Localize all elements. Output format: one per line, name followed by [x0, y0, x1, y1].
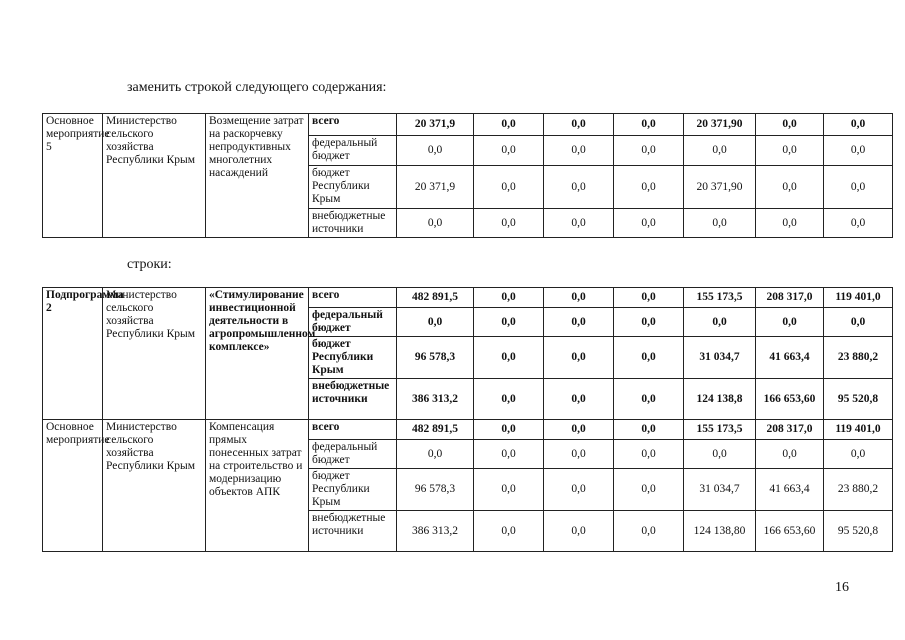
value-cell: 0,0	[614, 166, 684, 209]
measure-cell: Основное мероприятие 5	[43, 114, 103, 238]
value-cell: 386 313,2	[397, 511, 474, 552]
value-cell: 0,0	[544, 337, 614, 379]
source-cell: федеральный бюджет	[309, 136, 397, 166]
value-cell: 0,0	[397, 136, 474, 166]
value-cell: 96 578,3	[397, 469, 474, 511]
value-cell: 0,0	[397, 308, 474, 337]
value-cell: 0,0	[544, 469, 614, 511]
ministry-cell: Министерство сельского хозяйства Республики Крым	[103, 114, 206, 238]
source-cell: всего	[309, 288, 397, 308]
value-cell: 0,0	[474, 288, 544, 308]
source-cell: федеральный бюджет	[309, 308, 397, 337]
value-cell: 0,0	[397, 440, 474, 469]
value-cell: 0,0	[544, 440, 614, 469]
description-cell: Компенсация прямых понесенных затрат на строительство и модернизацию объектов АПК	[206, 420, 309, 552]
value-cell: 208 317,0	[756, 420, 824, 440]
value-cell: 0,0	[756, 308, 824, 337]
source-cell: федеральный бюджет	[309, 440, 397, 469]
source-cell: бюджет Республики Крым	[309, 166, 397, 209]
value-cell: 95 520,8	[824, 379, 893, 420]
value-cell: 0,0	[544, 209, 614, 238]
value-cell: 0,0	[474, 308, 544, 337]
value-cell: 41 663,4	[756, 337, 824, 379]
value-cell: 0,0	[614, 136, 684, 166]
value-cell: 20 371,9	[397, 166, 474, 209]
value-cell: 482 891,5	[397, 288, 474, 308]
value-cell: 0,0	[684, 308, 756, 337]
table-row	[43, 420, 893, 440]
value-cell: 124 138,8	[684, 379, 756, 420]
source-cell: бюджет Республики Крым	[309, 469, 397, 511]
source-cell: бюджет Республики Крым	[309, 337, 397, 379]
description-cell: «Стимулирование инвестиционной деятельности в агропромышленном комплексе»	[206, 288, 309, 420]
value-cell: 124 138,80	[684, 511, 756, 552]
value-cell: 0,0	[544, 511, 614, 552]
value-cell: 166 653,60	[756, 379, 824, 420]
value-cell: 0,0	[544, 308, 614, 337]
value-cell: 0,0	[544, 166, 614, 209]
value-cell: 0,0	[474, 166, 544, 209]
value-cell: 0,0	[824, 114, 893, 136]
value-cell: 0,0	[756, 440, 824, 469]
value-cell: 96 578,3	[397, 337, 474, 379]
caption-rows: строки:	[127, 257, 172, 272]
value-cell: 95 520,8	[824, 511, 893, 552]
ministry-cell: Министерство сельского хозяйства Республики Крым	[103, 288, 206, 420]
value-cell: 0,0	[474, 511, 544, 552]
value-cell: 0,0	[614, 379, 684, 420]
value-cell: 0,0	[614, 469, 684, 511]
source-cell: внебюджетные источники	[309, 209, 397, 238]
value-cell: 31 034,7	[684, 469, 756, 511]
value-cell: 20 371,90	[684, 166, 756, 209]
value-cell: 0,0	[824, 308, 893, 337]
value-cell: 0,0	[614, 308, 684, 337]
value-cell: 155 173,5	[684, 288, 756, 308]
value-cell: 0,0	[756, 166, 824, 209]
value-cell: 0,0	[756, 114, 824, 136]
value-cell: 0,0	[474, 469, 544, 511]
value-cell: 23 880,2	[824, 337, 893, 379]
table-row	[43, 288, 893, 308]
value-cell: 119 401,0	[824, 420, 893, 440]
value-cell: 0,0	[824, 136, 893, 166]
value-cell: 0,0	[544, 379, 614, 420]
ministry-cell: Министерство сельского хозяйства Республики Крым	[103, 420, 206, 552]
source-cell: внебюджетные источники	[309, 379, 397, 420]
value-cell: 41 663,4	[756, 469, 824, 511]
value-cell: 0,0	[756, 209, 824, 238]
value-cell: 0,0	[474, 136, 544, 166]
value-cell: 0,0	[614, 511, 684, 552]
value-cell: 0,0	[474, 209, 544, 238]
value-cell: 0,0	[614, 337, 684, 379]
source-cell: всего	[309, 420, 397, 440]
value-cell: 0,0	[756, 136, 824, 166]
value-cell: 0,0	[474, 379, 544, 420]
value-cell: 0,0	[824, 209, 893, 238]
value-cell: 0,0	[474, 337, 544, 379]
table-new-rows	[42, 287, 893, 552]
value-cell: 20 371,9	[397, 114, 474, 136]
value-cell: 0,0	[474, 114, 544, 136]
value-cell: 0,0	[824, 440, 893, 469]
value-cell: 0,0	[614, 440, 684, 469]
value-cell: 0,0	[614, 288, 684, 308]
value-cell: 482 891,5	[397, 420, 474, 440]
value-cell: 386 313,2	[397, 379, 474, 420]
value-cell: 0,0	[474, 440, 544, 469]
value-cell: 20 371,90	[684, 114, 756, 136]
value-cell: 0,0	[614, 114, 684, 136]
value-cell: 0,0	[544, 288, 614, 308]
source-cell: всего	[309, 114, 397, 136]
table-row	[43, 114, 893, 136]
value-cell: 155 173,5	[684, 420, 756, 440]
value-cell: 166 653,60	[756, 511, 824, 552]
value-cell: 208 317,0	[756, 288, 824, 308]
value-cell: 0,0	[397, 209, 474, 238]
value-cell: 0,0	[614, 420, 684, 440]
description-cell: Возмещение затрат на раскорчевку непродуктивных многолетних насаждений	[206, 114, 309, 238]
value-cell: 0,0	[684, 209, 756, 238]
value-cell: 0,0	[614, 209, 684, 238]
value-cell: 0,0	[684, 136, 756, 166]
value-cell: 0,0	[544, 136, 614, 166]
value-cell: 119 401,0	[824, 288, 893, 308]
caption-replace: заменить строкой следующего содержания:	[127, 80, 387, 95]
measure-cell: Основное мероприятие	[43, 420, 103, 552]
value-cell: 0,0	[824, 166, 893, 209]
subprogram-cell: Подпрограмма 2	[43, 288, 103, 420]
value-cell: 0,0	[544, 114, 614, 136]
value-cell: 0,0	[544, 420, 614, 440]
source-cell: внебюджетные источники	[309, 511, 397, 552]
value-cell: 0,0	[474, 420, 544, 440]
value-cell: 23 880,2	[824, 469, 893, 511]
page-number: 16	[835, 580, 849, 595]
table-replacement-row	[42, 113, 893, 238]
value-cell: 31 034,7	[684, 337, 756, 379]
value-cell: 0,0	[684, 440, 756, 469]
